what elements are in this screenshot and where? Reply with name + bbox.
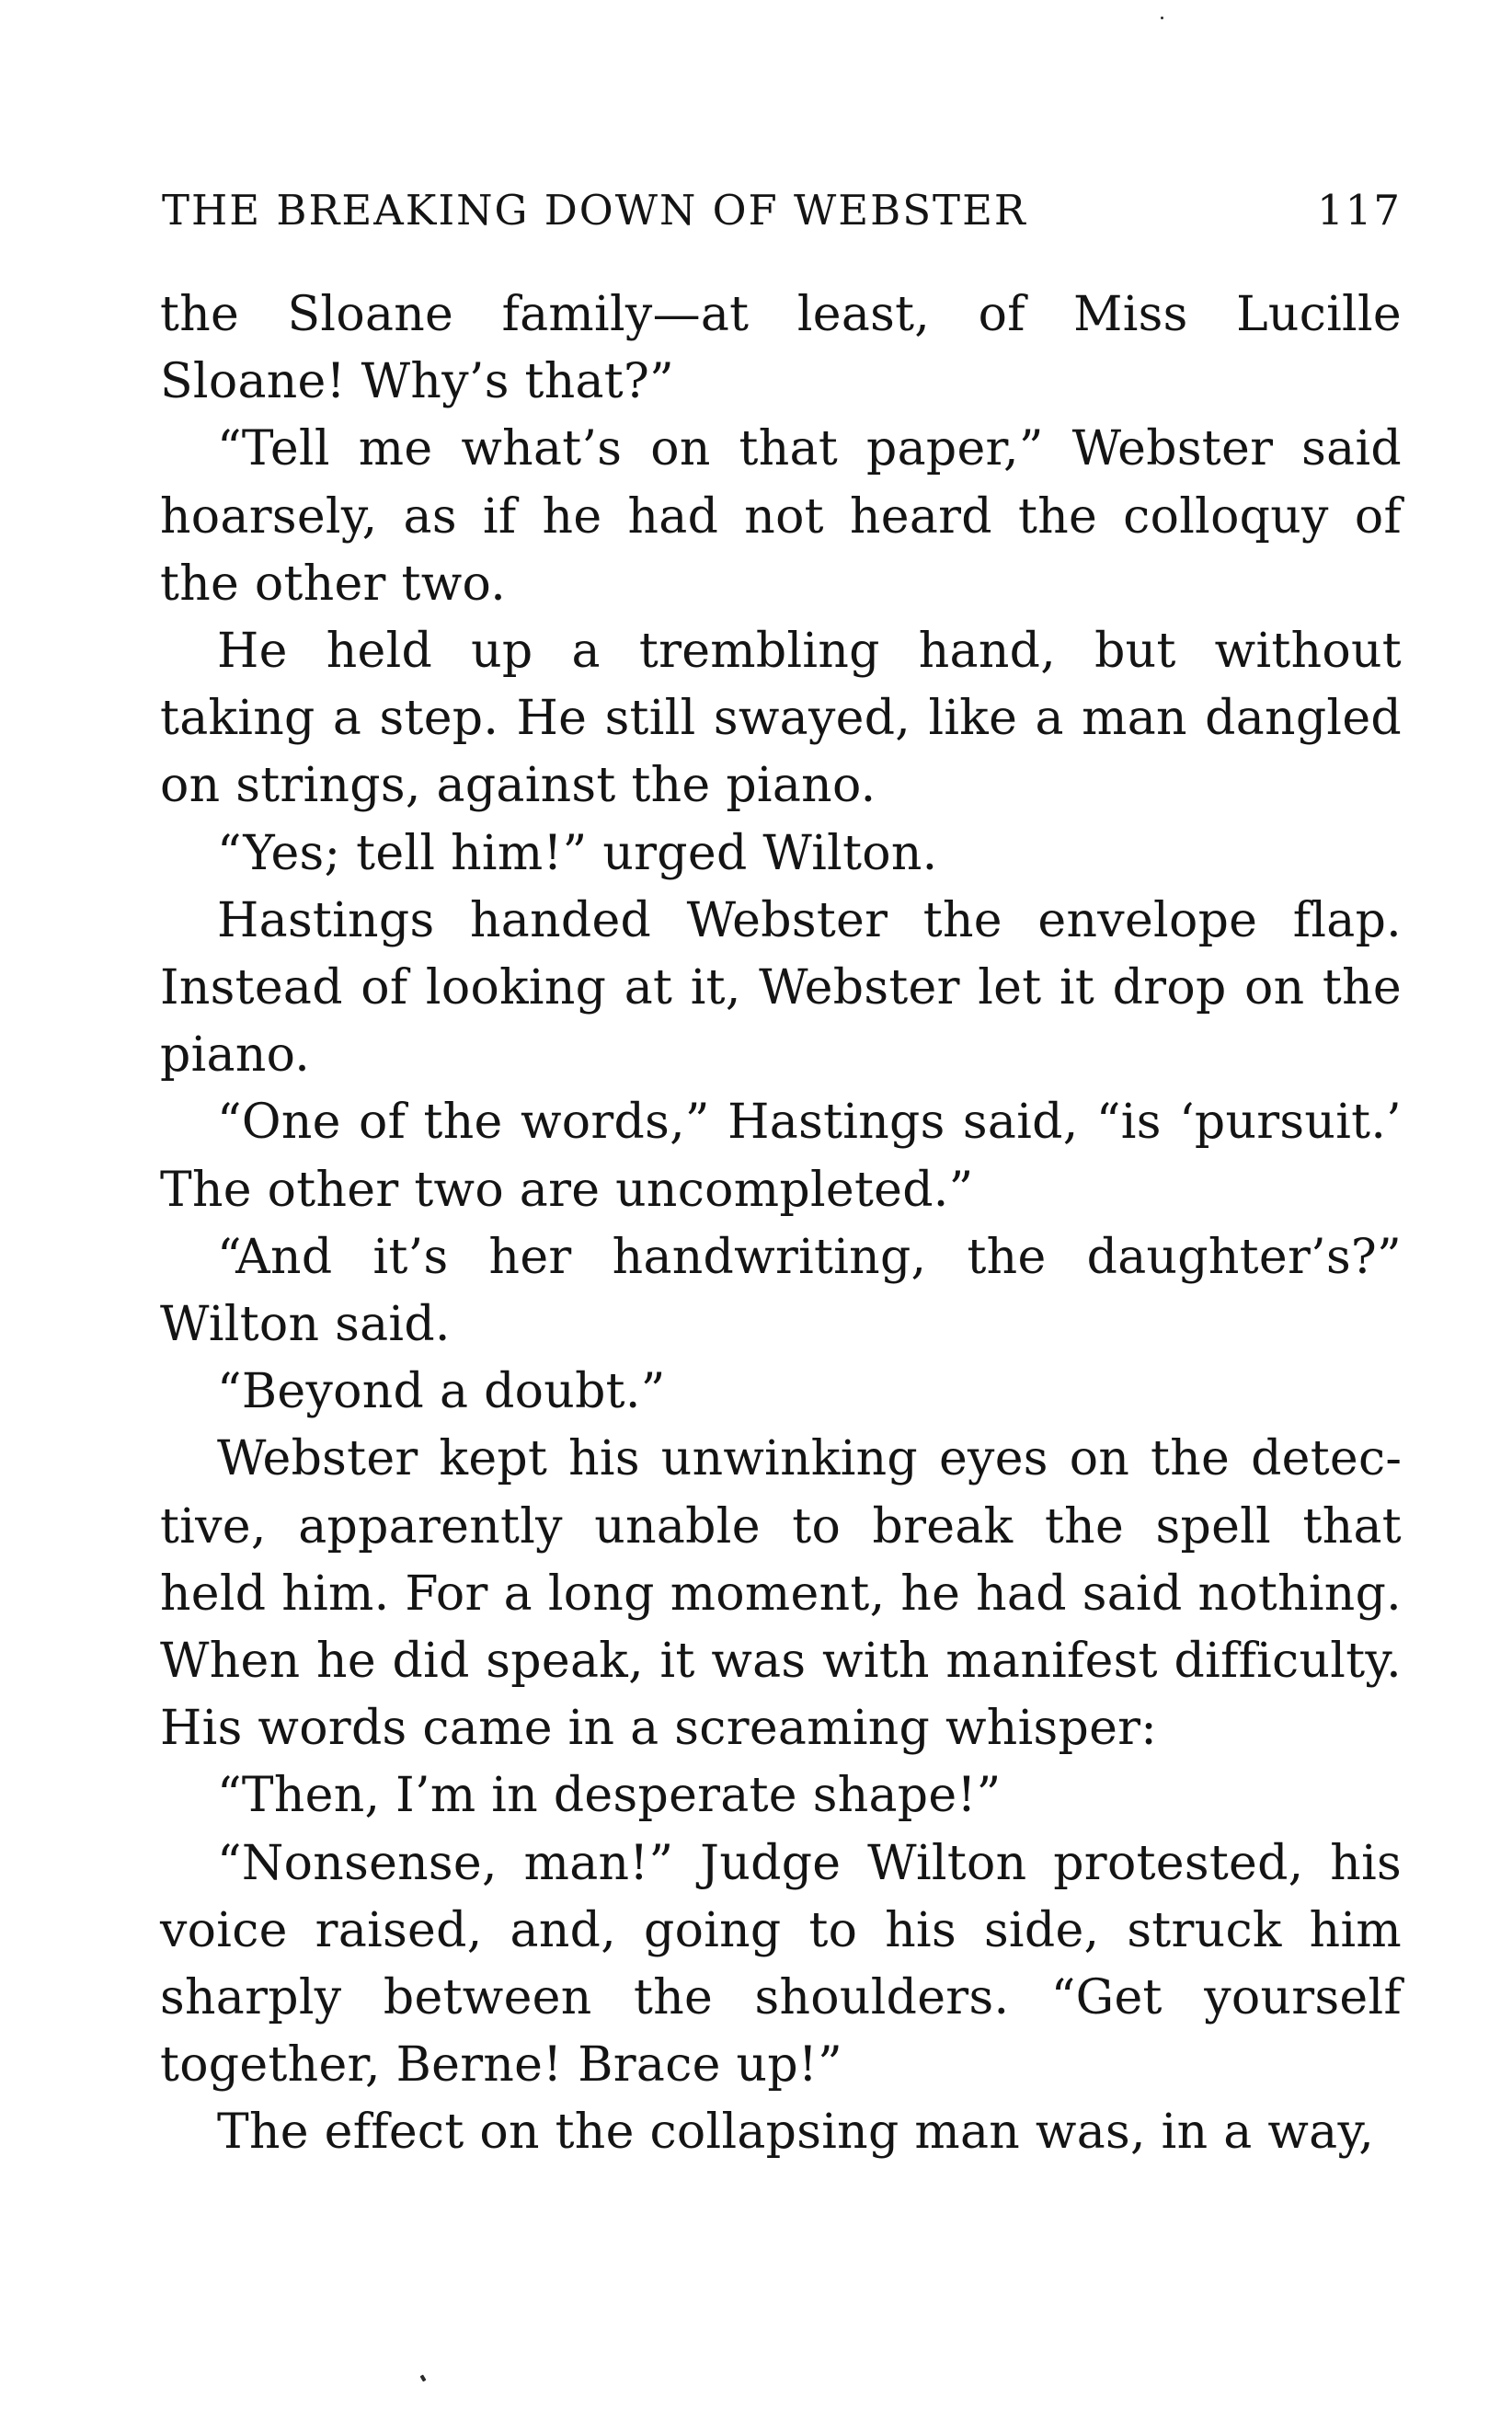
paragraph: “One of the words,” Hastings said, “is ‘pursuit.’ The other two are uncompleted.” bbox=[160, 1095, 1402, 1218]
paper-speck bbox=[420, 2374, 427, 2381]
paragraph: “Then, I’m in desperate shape!” bbox=[217, 1768, 1002, 1824]
running-head-title: THE BREAKING DOWN OF WEBSTER bbox=[162, 186, 1027, 235]
paper-speck bbox=[1161, 17, 1163, 19]
paragraph: He held up a trembling hand, but without taking a step. He still swayed, like a man dangled on strings, against the piano. bbox=[160, 624, 1402, 814]
paragraph: The effect on the collapsing man was, in a way, bbox=[217, 2105, 1375, 2161]
running-head bbox=[162, 186, 1402, 259]
paragraph: “Yes; tell him!” urged Wilton. bbox=[217, 825, 938, 881]
paragraph: Hastings handed Webster the envelope flap. Instead of looking at it, Webster let it drop on the piano. bbox=[160, 892, 1402, 1084]
paragraph: Webster kept his unwinking eyes on the detective, apparently unable to break the spell that held him. For a long moment, he had said nothing. When he did speak, it was with manifest difficulty. His words came in a screaming whisper: bbox=[160, 1431, 1402, 1757]
paragraph: “Nonsense, man!” Judge Wilton protested, his voice raised, and, going to his side, struck him sharply between the shoulders. “Get yourself together, Berne! Brace up!” bbox=[160, 1835, 1402, 2094]
page-number: 117 bbox=[1317, 186, 1402, 235]
paragraph: “And it’s her handwriting, the daughter’s?” Wilton said. bbox=[160, 1229, 1402, 1353]
paragraph: “Beyond a doubt.” bbox=[217, 1364, 666, 1420]
paragraph: “Tell me what’s on that paper,” Webster said hoarsely, as if he had not heard the colloquy of the other two. bbox=[160, 421, 1402, 612]
paragraph: the Sloane family—at least, of Miss Lucille Sloane! Why’s that?” bbox=[160, 287, 1402, 410]
body-text bbox=[160, 281, 1402, 2167]
